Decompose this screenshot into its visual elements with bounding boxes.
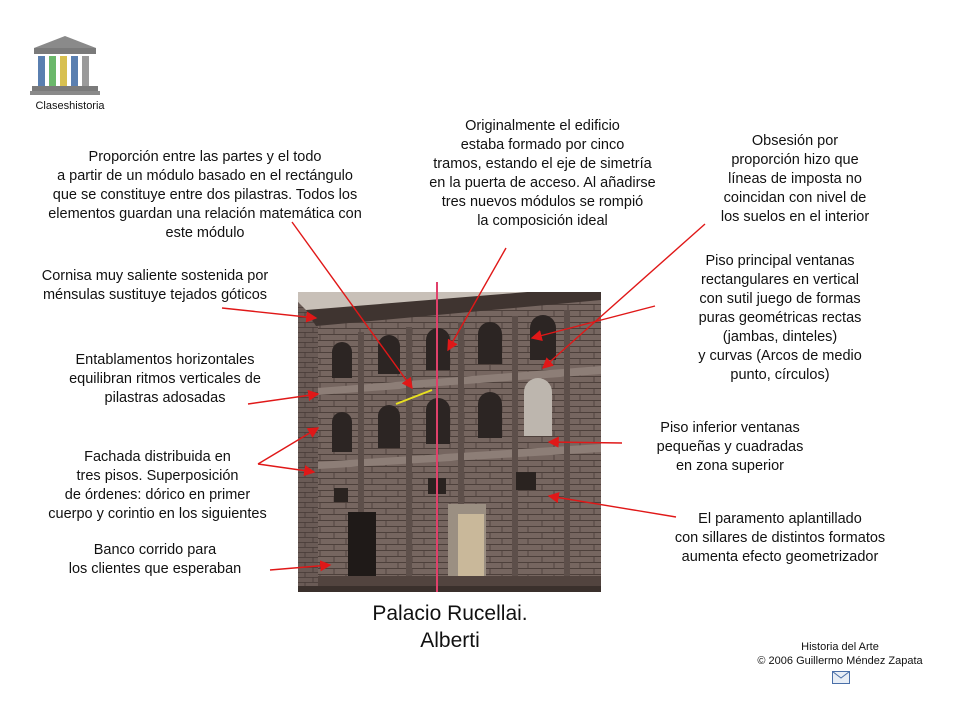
note-obsesion: Obsesión por proporción hizo que líneas de imposta no coincidan con nivel de los suelos en el interior (720, 133, 870, 225)
footer-credits: Historia del Arte © 2006 Guillermo Méndez Zapata (757, 641, 923, 667)
note-paramento: El paramento aplantillado con sillares de distintos formatos aumenta efecto geometrizador (674, 511, 886, 565)
note-proporcion: Proporción entre las partes y el todo a partir de un módulo basado en el rectángulo que se constituye entre dos pilastras. Todos los elementos guardan una relación matemática con este módulo (48, 149, 362, 241)
note-piso-inferior: Piso inferior ventanas pequeñas y cuadradas en zona superior (656, 420, 804, 474)
logo-caption: Claseshistoria (35, 100, 105, 112)
palacio-rucellai-facade-image (298, 292, 601, 592)
note-cornisa: Cornisa muy saliente sostenida por ménsulas sustituye tejados góticos (41, 268, 269, 303)
note-entablamentos: Entablamentos horizontales equilibran ritmos verticales de pilastras adosadas (69, 352, 261, 406)
temple-logo-icon (30, 34, 100, 96)
note-piso-principal: Piso principal ventanas rectangulares en vertical con sutil juego de formas puras geométricas rectas (jambas, dinteles) y curvas (Arcos de medio punto, círculos) (698, 253, 862, 383)
note-originalmente: Originalmente el edificio estaba formado por cinco tramos, estando el eje de simetría en la puerta de acceso. Al añadirse tres nuevos módulos se rompió la composición ideal (429, 118, 656, 229)
note-fachada: Fachada distribuida en tres pisos. Superposición de órdenes: dórico en primer cuerpo y corintio en los siguientes (48, 449, 267, 522)
note-banco: Banco corrido para los clientes que esperaban (68, 542, 242, 577)
mail-icon[interactable] (832, 671, 850, 684)
figure-caption: Palacio Rucellai. Alberti (372, 602, 528, 652)
